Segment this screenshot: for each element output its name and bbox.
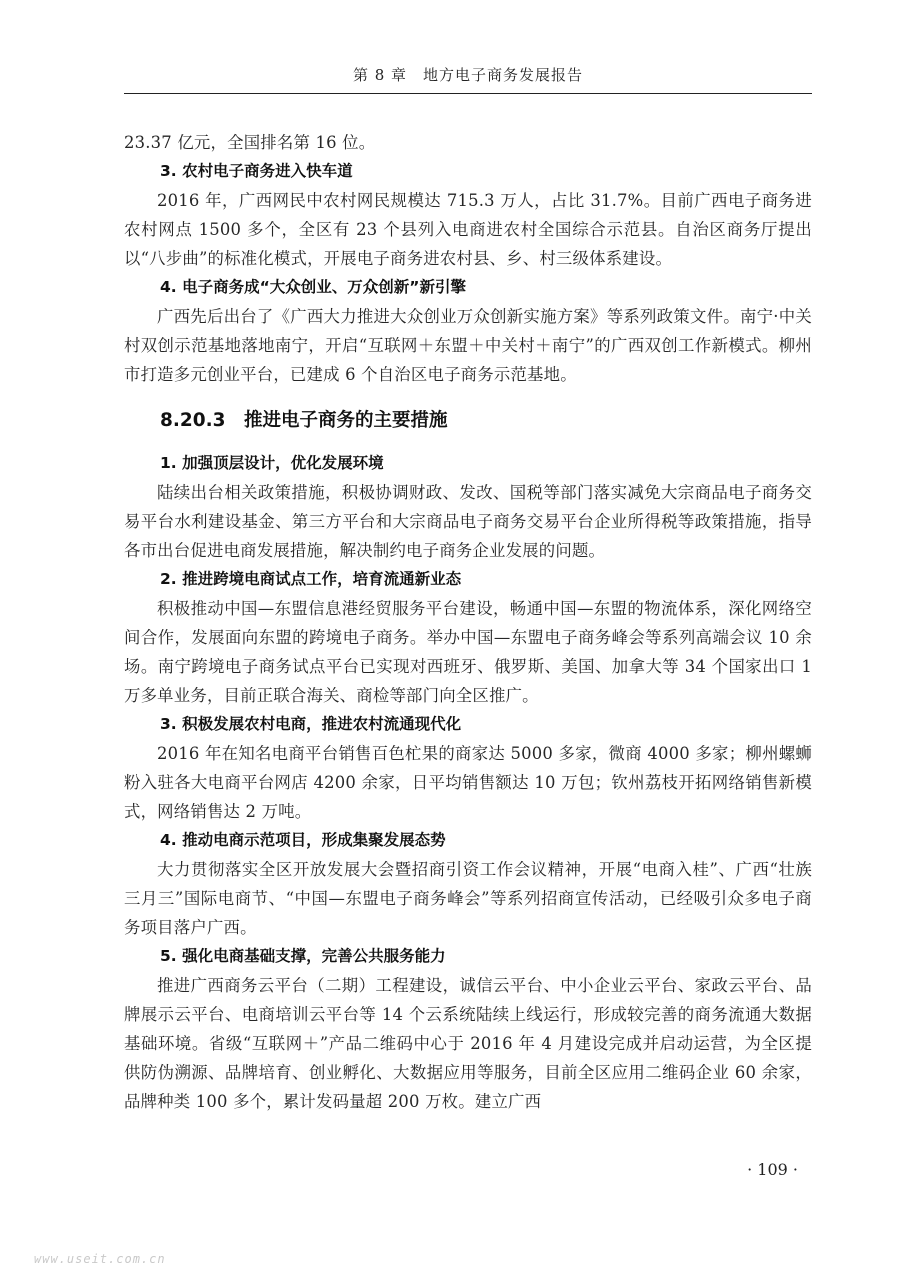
page-number: · 109 · [747, 1160, 798, 1179]
subheading-innovation-engine: 4. 电子商务成“大众创业、万众创新”新引擎 [160, 278, 466, 296]
paragraph-continued: 23.37 亿元，全国排名第 16 位。 [124, 133, 376, 152]
header-rule [124, 93, 812, 94]
paragraph-demo-projects: 大力贯彻落实全区开放发展大会暨招商引资工作会议精神，开展“电商入桂”、广西“壮族三月三”国际电商节、“中国—东盟电子商务峰会”等系列招商宣传活动，已经吸引众多电子商务项目落户广西。 [124, 860, 812, 937]
subheading-demo-projects: 4. 推动电商示范项目，形成集聚发展态势 [160, 831, 446, 849]
section-heading [124, 406, 812, 436]
subheading-top-level-design: 1. 加强顶层设计，优化发展环境 [160, 454, 384, 472]
paragraph-cross-border-pilot: 积极推动中国—东盟信息港经贸服务平台建设，畅通中国—东盟的物流体系，深化网络空间合作，发展面向东盟的跨境电子商务。举办中国—东盟电子商务峰会等系列高端会议 10 余场。南宁跨境电子商务试点平台已实现对西班牙、俄罗斯、美国、加拿大等 34 个国家出口 1 万多单业务，目前正联合海关、商检等部门向全区推广。 [124, 599, 812, 705]
subheading-rural-ecommerce: 3. 农村电子商务进入快车道 [160, 162, 353, 180]
paragraph-rural-modernization: 2016 年在知名电商平台销售百色杧果的商家达 5000 多家，微商 4000 多家；柳州螺蛳粉入驻各大电商平台网店 4200 余家，日平均销售额达 10 万包；钦州荔枝开拓网络销售新模式，网络销售达 2 万吨。 [124, 744, 812, 821]
section-title: 推进电子商务的主要措施 [244, 410, 448, 431]
watermark: www.useit.com.cn [34, 1252, 166, 1266]
subheading-cross-border-pilot: 2. 推进跨境电商试点工作，培育流通新业态 [160, 570, 462, 588]
subheading-rural-modernization: 3. 积极发展农村电商，推进农村流通现代化 [160, 715, 462, 733]
paragraph-rural-ecommerce: 2016 年，广西网民中农村网民规模达 715.3 万人，占比 31.7%。目前广西电子商务进农村网点 1500 多个，全区有 23 个县列入电商进农村全国综合示范县。自治区商务厅提出以“八步曲”的标准化模式，开展电子商务进农村县、乡、村三级体系建设。 [124, 191, 812, 268]
paragraph-innovation-engine: 广西先后出台了《广西大力推进大众创业万众创新实施方案》等系列政策文件。南宁·中关村双创示范基地落地南宁，开启“互联网＋东盟＋中关村＋南宁”的广西双创工作新模式。柳州市打造多元创业平台，已建成 6 个自治区电子商务示范基地。 [124, 307, 812, 384]
paragraph-infrastructure: 推进广西商务云平台（二期）工程建设，诚信云平台、中小企业云平台、家政云平台、品牌展示云平台、电商培训云平台等 14 个云系统陆续上线运行，形成较完善的商务流通大数据基础环境。省级“互联网＋”产品二维码中心于 2016 年 4 月建设完成并启动运营，为全区提供防伪溯源、品牌培育、创业孵化、大数据应用等服务，目前全区应用二维码企业 60 余家，品牌种类 100 多个，累计发码量超 200 万枚。建立广西 [124, 976, 812, 1111]
running-header: 第 8 章 地方电子商务发展报告 [352, 66, 584, 84]
section-number: 8.20.3 [160, 410, 226, 431]
page-body [124, 128, 812, 1116]
paragraph-top-level-design: 陆续出台相关政策措施，积极协调财政、发改、国税等部门落实减免大宗商品电子商务交易平台水利建设基金、第三方平台和大宗商品电子商务交易平台企业所得税等政策措施，指导各市出台促进电商发展措施，解决制约电子商务企业发展的问题。 [124, 483, 812, 560]
subheading-infrastructure: 5. 强化电商基础支撑，完善公共服务能力 [160, 947, 446, 965]
